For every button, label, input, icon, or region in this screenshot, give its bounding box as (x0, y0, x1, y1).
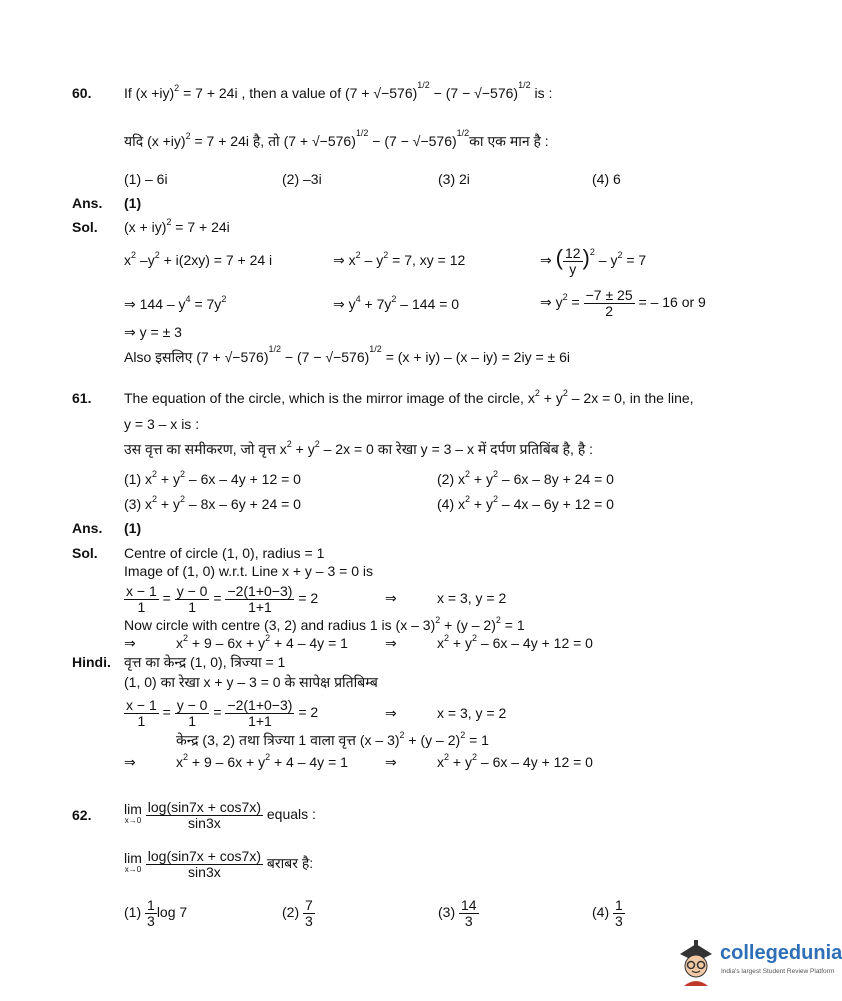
question-text-hi: उस वृत्त का समीकरण, जो वृत्त $x^2 + y^2 - 2x = 0$ का रेखा y = 3 – x में दर्पण प्रतिबिंब है, है : (124, 439, 594, 457)
arrow: ⇒ (385, 635, 397, 651)
answer-value: (1) (124, 195, 142, 211)
question-text-hi: यदि $(x +iy)^2 = 7 + 24i$ है, तो $(7 + √-576)^{1/2} - (7$ − $√-576)^{1/2}का$ एक मान है : (124, 128, 549, 149)
collegedunia-logo (670, 932, 842, 996)
solution-line: x = 3, y = 2 (437, 705, 507, 721)
solution-line: Centre of circle (1, 0), radius = 1 (124, 545, 325, 561)
solution-line: Now circle with centre (3, 2) and radius 1 is (x – 3)$^2$ + (y – 2)$^2$ = 1 (124, 615, 525, 633)
solution-line: (x + iy)$^2$ = 7 + 24i (124, 217, 230, 235)
solution-line: ⇒ $y^2$ = $\frac{-7 \pm 25}{2}$ = – 16 or 9 (540, 286, 706, 319)
answer-value: (1) (124, 520, 142, 536)
solution-line: $x^2 + y^2 - 6x - 4y + 12 = 0$ (437, 752, 593, 770)
arrow: ⇒ (385, 754, 397, 770)
student-mascot-icon (674, 936, 718, 988)
arrow: ⇒ (124, 635, 136, 651)
solution-line: $x^2$ $-y^2 + i(2xy) = 7 + 24$ i (124, 250, 273, 268)
arrow: ⇒ (385, 705, 397, 721)
solution-line: Also इसलिए $(7 + √-576)^{1/2} - (7 - √-576)^{1/2} = (x + iy) - (x - iy) = 2iy$ = ± 6i (124, 344, 570, 365)
option-2: (2) $x^2 + y^2 - 6x - 8y + 24 = 0$ (437, 469, 614, 487)
solution-line: ⇒ $y^4 + 7y^2 - 144 = 0$ (333, 294, 460, 312)
solution-line: ⇒ $x^2 - y^2 = 7$, xy = 12 (333, 250, 466, 268)
question-number: 61. (72, 390, 92, 406)
option-1: (1) $\frac{1}{3}$ log 7 (124, 896, 188, 929)
solution-line: $x^2 + 9 - 6x + y^2 + 4 - 4y = 1$ (176, 633, 348, 651)
arrow: ⇒ (385, 590, 397, 606)
solution-line: $x^2 + y^2 - 6x - 4y + 12 = 0$ (437, 633, 593, 651)
solution-line-hi: केन्द्र (3, 2) तथा त्रिज्या 1 वाला वृत्त (x – 3)$^2$ + (y – 2)$^2$ = 1 (176, 730, 489, 748)
solution-fraction-line: $\frac{x - 1}{1}$ = $\frac{y - 0}{1}$ = $\frac{-2(1+0-3)}{1+1}$ = 2 (126, 582, 319, 615)
question-number: 60. (72, 85, 92, 101)
option-4: (4) $x^2 + y^2 - 4x - 6y + 12 = 0$ (437, 494, 614, 512)
solution-line: ⇒ y = ± 3 (124, 324, 182, 340)
solution-line: ⇒ ( $\frac{12}{y}$ )$^2 - y^2 = 7$ (540, 244, 647, 277)
option-2: (2) –3i (282, 171, 322, 187)
question-number: 62. (72, 807, 92, 823)
solution-line: Image of (1, 0) w.r.t. Line x + y – 3 = 0 is (124, 563, 374, 579)
solution-line: x = 3, y = 2 (437, 590, 507, 606)
solution-label: Sol. (72, 545, 98, 561)
arrow: ⇒ (124, 754, 136, 770)
solution-label: Sol. (72, 219, 98, 235)
answer-label: Ans. (72, 520, 103, 536)
option-3: (3) 2i (438, 171, 470, 187)
question-text-en: y = 3 – x is : (124, 416, 200, 432)
option-3: (3) $x^2 + y^2 - 8x - 6y + 24 = 0$ (124, 494, 301, 512)
logo-name: collegedunia (720, 942, 842, 964)
solution-line-hi: (1, 0) का रेखा x + y – 3 = 0 के सापेक्ष प्रतिबिम्ब (124, 674, 378, 690)
answer-label: Ans. (72, 195, 103, 211)
question-text-en: If $(x +iy)^2 = 7 + 24i$ , then a value of $(7 + √-576)^{1/2} - (7 - √-576)^{1/2}$ is : (124, 80, 553, 101)
logo-tagline: India's largest Student Review Platform (721, 968, 835, 975)
solution-line: $x^2 + 9 - 6x + y^2 + 4 - 4y = 1$ (176, 752, 348, 770)
option-1: (1) – 6i (124, 171, 168, 187)
option-4: (4) $\frac{1}{3}$ (592, 896, 623, 929)
solution-line: ⇒ $144 - y^4 = 7y^2$ (124, 294, 227, 312)
option-2: (2) $\frac{7}{3}$ (282, 896, 313, 929)
solution-line-hi: वृत्त का केन्द्र (1, 0), त्रिज्या = 1 (124, 654, 286, 670)
question-text-en: lim x→0 $\frac{\log(\sin 7x + \cos 7x)}{\sin 3x}$ equals : (124, 798, 316, 831)
question-text-hi: lim x→0 $\frac{\log(\sin 7x + \cos 7x)}{\sin 3x}$ बराबर है: (124, 847, 314, 880)
option-3: (3) $\frac{14}{3}$ (438, 896, 477, 929)
solution-fraction-line: $\frac{x - 1}{1}$ = $\frac{y - 0}{1}$ = $\frac{-2(1+0-3)}{1+1}$ = 2 (126, 696, 319, 729)
hindi-label: Hindi. (72, 654, 111, 670)
option-1: (1) $x^2 + y^2 - 6x - 4y + 12 = 0$ (124, 469, 301, 487)
option-4: (4) 6 (592, 171, 621, 187)
question-text-en: The equation of the circle, which is the mirror image of the circle, $x^2 + y^2 - 2x = 0$, in the line, (124, 388, 694, 406)
